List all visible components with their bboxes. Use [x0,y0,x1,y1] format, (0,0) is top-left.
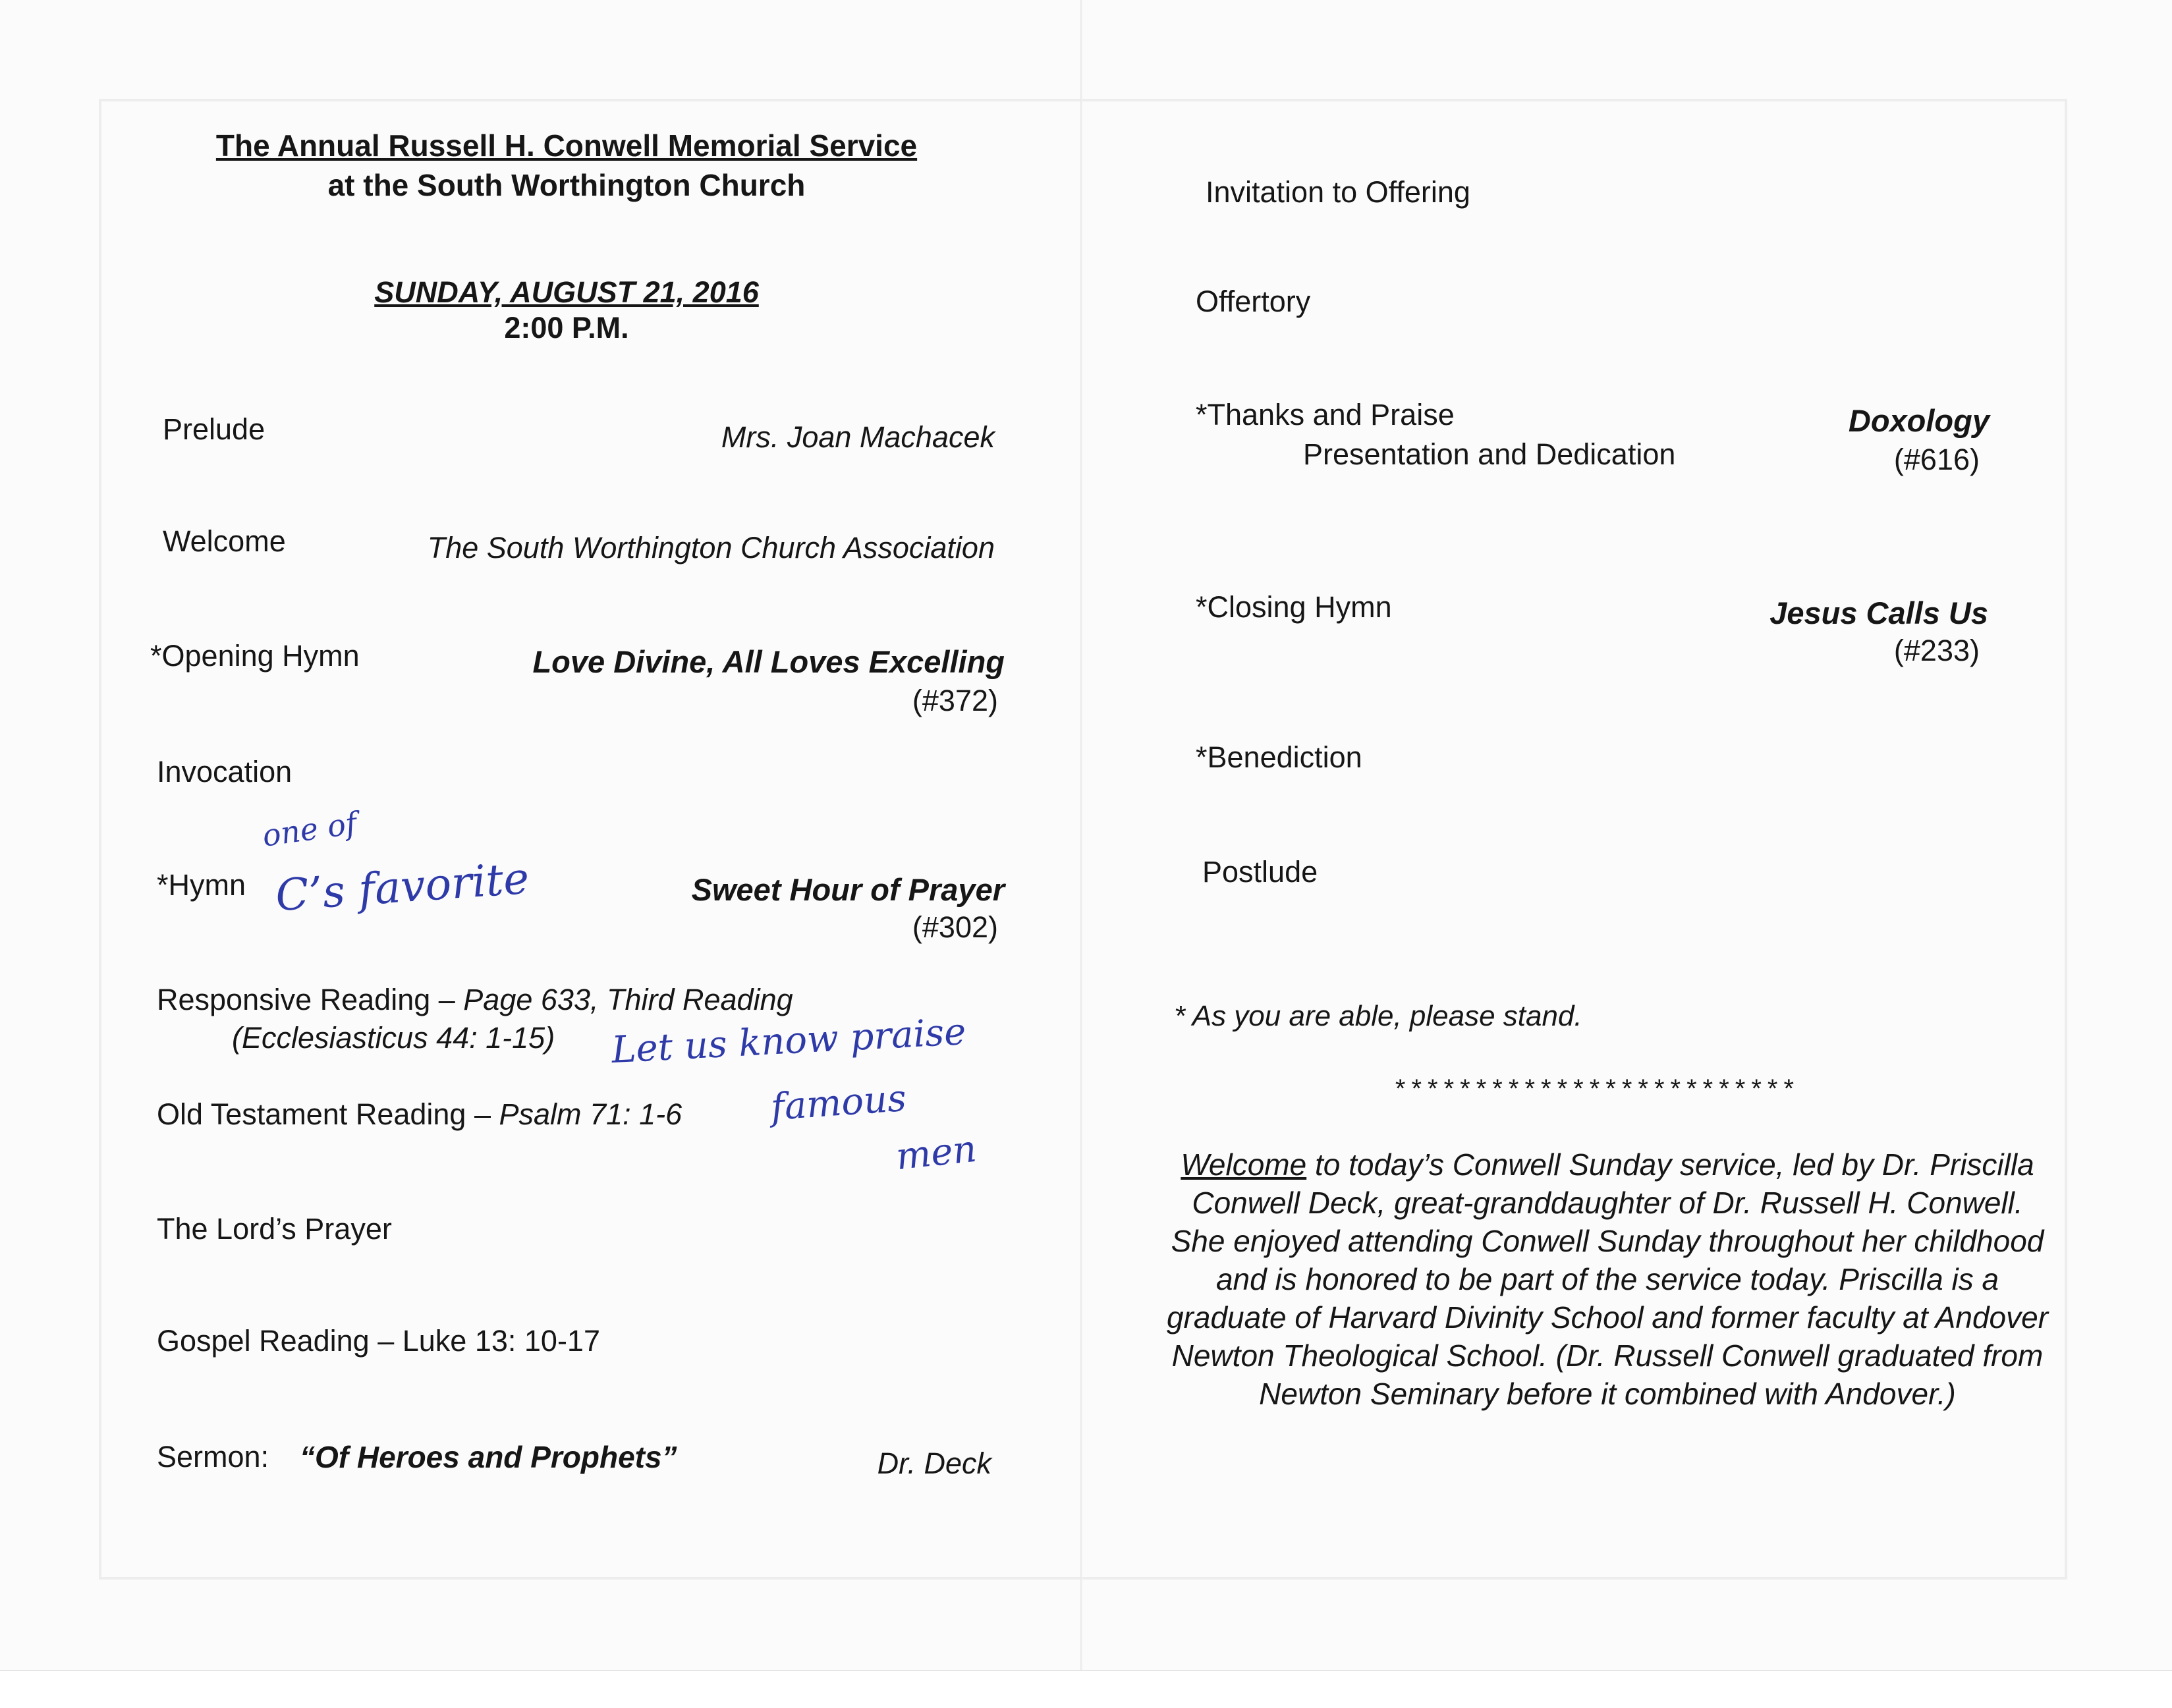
handwritten-note-line1: Let us know praise [610,1010,967,1072]
closing-hymn-title: Jesus Calls Us [1769,595,1988,630]
prelude-musician: Mrs. Joan Machacek [721,420,995,454]
doxology-title: Doxology [1848,403,1990,438]
scan-bottom-edge [0,1670,2172,1708]
postlude-label: Postlude [1202,855,1318,889]
welcome-label: Welcome [163,524,286,558]
offertory-label: Offertory [1196,285,1311,318]
thanks-label: *Thanks and Praise [1196,398,1455,431]
responsive-reading-label: Responsive Reading – [157,983,464,1016]
old-testament-reference: Psalm 71: 1-6 [499,1097,682,1131]
closing-hymn-number: (#233) [1893,634,1980,667]
center-fold [1080,0,1082,1708]
gospel-reading: Gospel Reading – Luke 13: 10-17 [157,1324,600,1358]
closing-hymn-label: *Closing Hymn [1196,590,1392,624]
responsive-reading [157,983,793,1017]
welcome-underlined: Welcome [1181,1147,1307,1182]
invocation-label: Invocation [157,755,292,788]
welcome-association: The South Worthington Church Association [427,531,995,565]
sermon-title: “Of Heroes and Prophets” [300,1440,677,1474]
presentation-label: Presentation and Dedication [1303,437,1676,471]
opening-hymn-number: (#372) [912,684,998,717]
responsive-reading-reference: (Ecclesiasticus 44: 1-15) [232,1021,555,1055]
handwritten-note-line3: men [893,1127,979,1179]
prelude-label: Prelude [163,412,265,446]
responsive-reading-page: Page 633, Third Reading [463,983,793,1016]
sermon-label: Sermon: [157,1440,269,1474]
service-date: SUNDAY, AUGUST 21, 2016 [374,275,759,309]
handwritten-note-one-of: one of [260,805,359,854]
hymn-title: Sweet Hour of Prayer [691,872,1005,907]
separator-stars: ************************* [1395,1074,1800,1103]
opening-hymn-title: Love Divine, All Loves Excelling [532,644,1005,679]
sermon-speaker: Dr. Deck [877,1446,991,1480]
service-time: 2:00 P.M. [504,311,629,344]
benediction-label: *Benediction [1196,740,1362,774]
old-testament-label: Old Testament Reading – [157,1097,499,1131]
welcome-paragraph [1166,1146,2049,1414]
handwritten-note-line2: famous [769,1076,908,1130]
service-title: The Annual Russell H. Conwell Memorial Service [215,128,918,163]
hymn-number: (#302) [912,910,998,944]
old-testament-reading [157,1097,682,1132]
opening-hymn-label: *Opening Hymn [150,639,360,673]
doxology-number: (#616) [1893,443,1980,476]
hymn-label: *Hymn [157,868,246,902]
stand-note: * As you are able, please stand. [1174,1000,1582,1032]
handwritten-note-favorite: C’s favorite [273,852,531,922]
invitation-label: Invitation to Offering [1206,175,1470,209]
welcome-text: to today’s Conwell Sunday service, led by Dr. Priscilla Conwell Deck, great-granddaughter of Dr. Russell H. Conwell. She enjoyed attending Conwell Sunday throughout her childhood and is honored to be part of the service today. Priscilla is a graduate of Harvard Divinity School and former faculty at Andover Newton Theological School. (Dr. Russell Conwell graduated from Newton Seminary before it combined with Andover.) [1166,1147,2049,1411]
lords-prayer-label: The Lord’s Prayer [157,1212,392,1246]
service-subtitle: at the South Worthington Church [327,168,806,202]
